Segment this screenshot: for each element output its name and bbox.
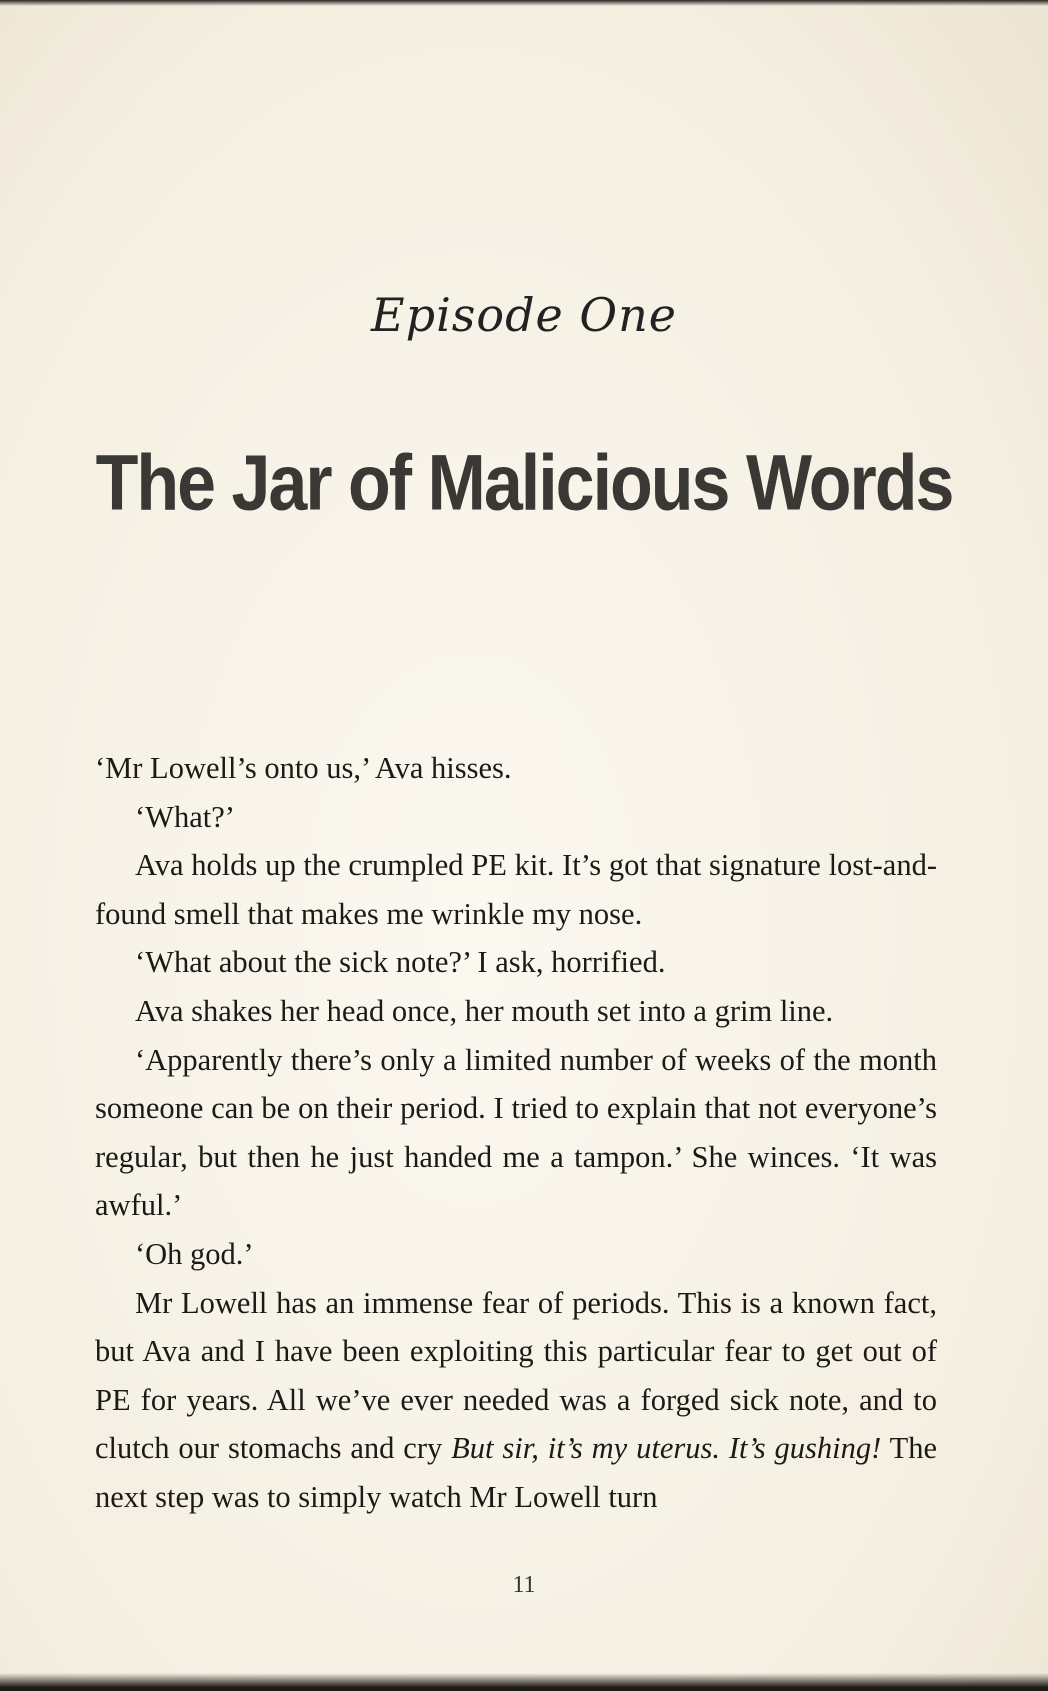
paragraph: ‘Mr Lowell’s onto us,’ Ava hisses.	[95, 751, 512, 785]
paragraph-text: Mr Lowell has an immense fear of periods. This is a known fact, but Ava and I have been exploiting this particular fear to get out of PE for years. All we’ve ever needed was a forged sick note, and to clutch our stomachs and cry	[95, 1285, 937, 1466]
paragraph: Ava shakes her head once, her mouth set into a grim line.	[135, 993, 834, 1028]
body-text	[95, 744, 937, 1522]
page-top-edge	[0, 0, 1048, 6]
chapter-title: The Jar of Malicious Words	[95, 439, 953, 527]
page-number: 11	[512, 1572, 536, 1598]
episode-label: Episode One	[371, 288, 677, 342]
paragraph: ‘What about the sick note?’ I ask, horrified.	[135, 945, 666, 980]
italic-text: But sir, it’s my uterus. It’s gushing!	[451, 1431, 882, 1466]
page-bottom-edge	[0, 1673, 1048, 1691]
paragraph-text: The next step was to simply watch Mr Lowell turn	[95, 1431, 937, 1514]
paragraph: Ava holds up the crumpled PE kit. It’s got that signature lost-and-found smell that makes me wrinkle my nose.	[95, 848, 937, 931]
paragraph: ‘Oh god.’	[135, 1236, 254, 1271]
paragraph	[95, 1279, 937, 1522]
paragraph: ‘Apparently there’s only a limited number of weeks of the month someone can be on their period. I tried to explain that not everyone’s regular, but then he just handed me a tampon.’ She winces. ‘It was awful.’	[95, 1042, 937, 1223]
paragraph: ‘What?’	[135, 799, 235, 834]
